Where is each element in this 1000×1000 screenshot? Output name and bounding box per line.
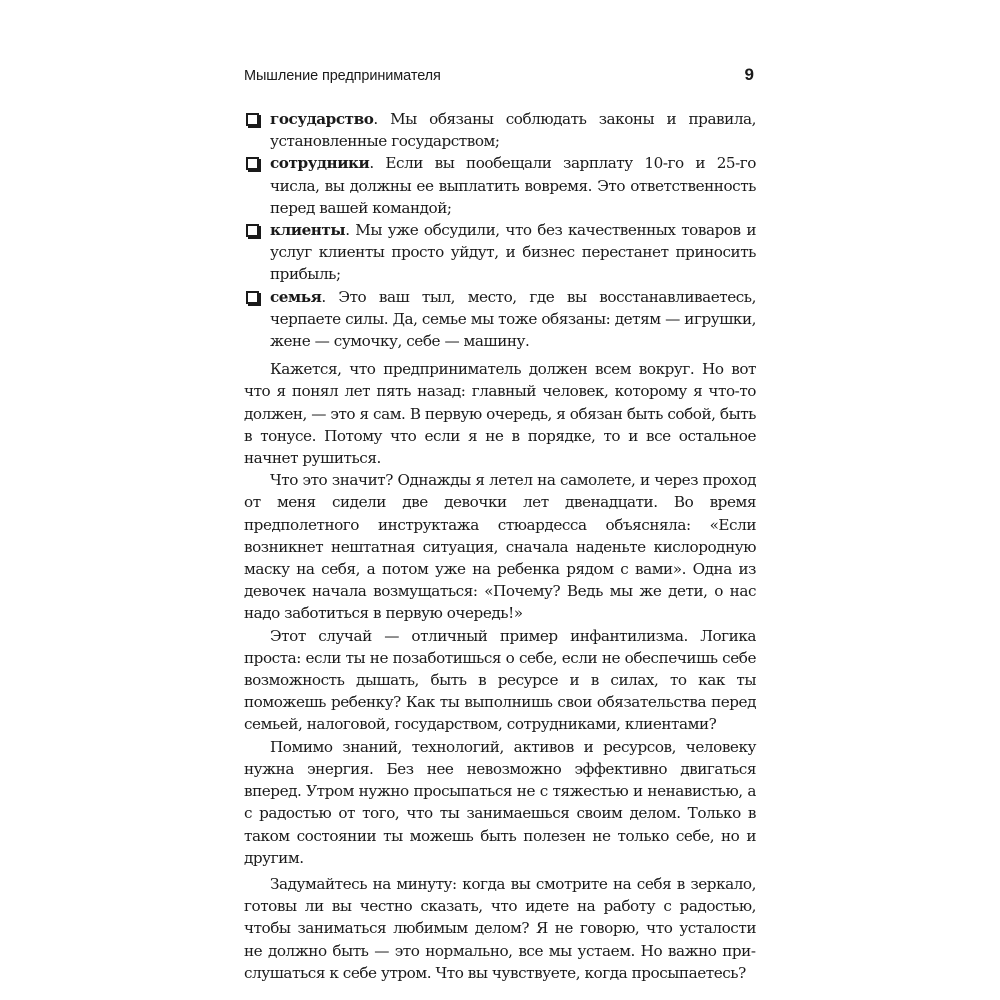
- paragraph: Этот случай — отличный пример инфантилизма. Логика проста: если ты не позаботишься о себе, если не обеспечишь себе возможность дышать, быть в ресурсе и в силах, то как ты поможешь ребенку? Как ты выполнишь свои обязательства перед семьей, налоговой, государством, сотрудниками, клиентами?: [244, 626, 756, 734]
- list-item-text: . Мы обязаны соблюдать законы и правила, установленные государством;: [270, 110, 756, 151]
- list-item: [244, 286, 756, 353]
- paragraph: Задумайтесь на минуту: когда вы смотрите на себя в зеркало, готовы ли вы честно сказать, что идете на работу с радостью, чтобы заниматься любимым делом? Я не говорю, что усталости не должно быть — это нормально, все мы устаем. Но важно прислушаться к себе утром. Что вы чувствуете, когда просыпаетесь?: [244, 874, 756, 982]
- list-item: [244, 152, 756, 219]
- checkbox-bullet-icon: [246, 291, 259, 304]
- list-item-term: сотрудники: [270, 154, 370, 173]
- paragraph: Кажется, что предприниматель должен всем вокруг. Но вот что я понял лет пять назад: главный человек, которому я что-то должен, — это я сам. В первую очередь, я обязан быть собой, быть в тонусе. Потому что если я не в порядке, то и все остальное начнет рушиться.: [244, 360, 756, 468]
- page-body: [244, 108, 756, 984]
- checkbox-bullet-icon: [246, 157, 259, 170]
- list-item-text: . Если вы пообещали зарплату 10-го и 25-го числа, вы должны ее выплатить вовремя. Это ответственность перед вашей командой;: [270, 154, 756, 217]
- page-number: 9: [744, 65, 754, 84]
- list-item-term: клиенты: [270, 221, 346, 240]
- list-item-term: семья: [270, 287, 322, 306]
- list-item-text: . Это ваш тыл, место, где вы восстанавливаетесь, черпаете силы. Да, семье мы тоже обязаны: детям — игрушки, жене — сумочку, себе — машину.: [270, 287, 756, 351]
- paragraph: Что это значит? Однажды я летел на самолете, и через проход от меня сидели две девочки лет двенадцати. Во время предполетного инструктажа стюардесса объясняла: «Если возникнет нештатная ситуация, сначала наденьте кислородную маску на себя, а потом уже на ребенка рядом с вами». Одна из девочек начала возмущаться: «Почему? Ведь мы же дети, о нас надо заботиться в первую очередь!»: [244, 471, 756, 623]
- list-item-term: государство: [270, 110, 374, 128]
- book-page: [244, 58, 756, 984]
- list-item: [244, 108, 756, 152]
- running-head-title: Мышление предпринимателя: [244, 68, 441, 84]
- paragraph: Помимо знаний, технологий, активов и ресурсов, человеку нужна энергия. Без нее невозможно эффективно двигаться вперед. Утром нужно просыпаться не с тяжестью и ненавистью, а с радостью от того, что ты занимаешься своим делом. Только в таком состоянии ты можешь быть полезен не только себе, но и другим.: [244, 737, 756, 867]
- checkbox-bullet-icon: [246, 224, 259, 237]
- list-item-text: . Мы уже обсудили, что без качественных товаров и услуг клиенты просто уйдут, и бизнес перестанет приносить прибыль;: [270, 221, 756, 284]
- list-item: [244, 219, 756, 286]
- running-head: [244, 58, 756, 92]
- checkbox-bullet-icon: [246, 113, 259, 126]
- obligations-list: [244, 108, 756, 352]
